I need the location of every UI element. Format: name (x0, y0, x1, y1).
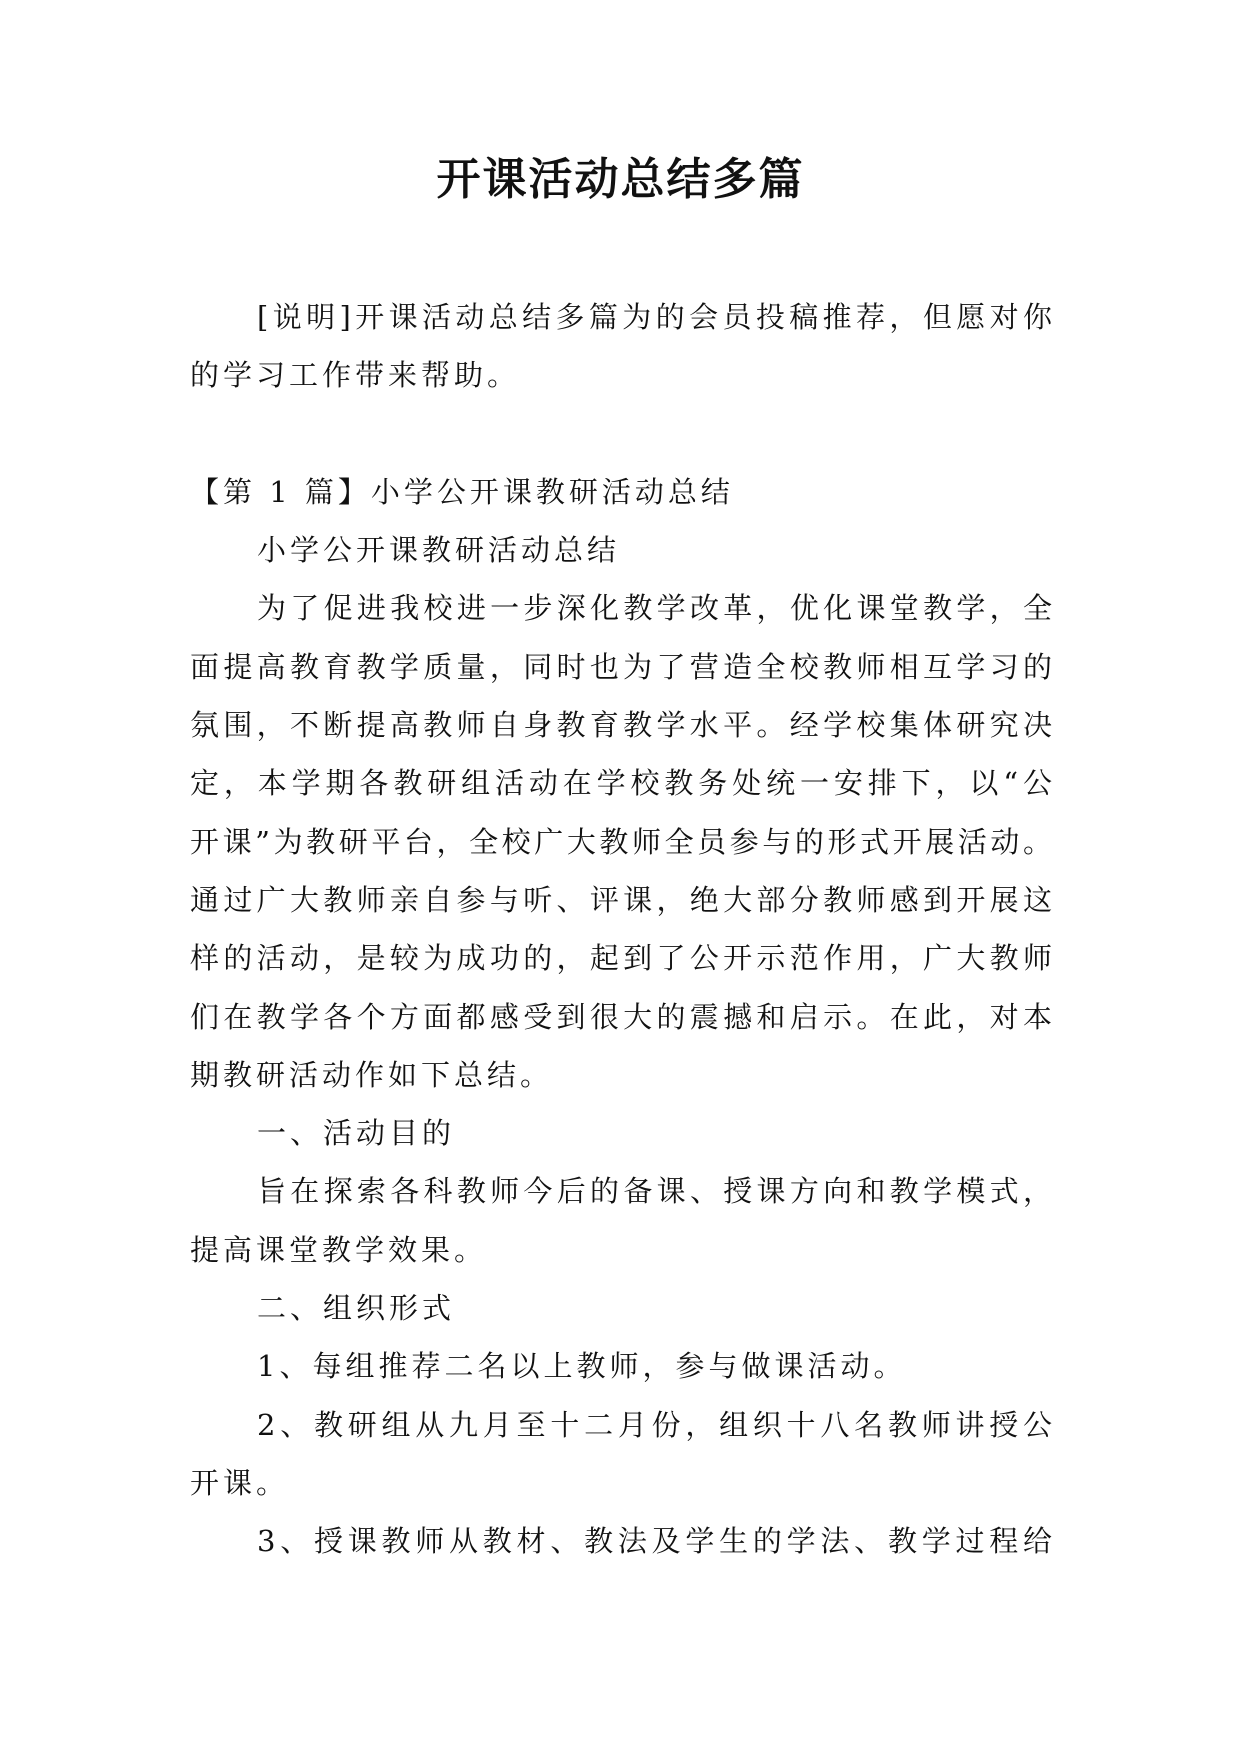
section-heading-format: 二、组织形式 (257, 1291, 456, 1326)
list-item (190, 1512, 1052, 1570)
intro-line: [说明]开课活动总结多篇为的会员投稿推荐，但愿对你 (257, 300, 1052, 334)
list-item-line: 开课。 (190, 1465, 290, 1500)
section-heading-purpose: 一、活动目的 (257, 1116, 456, 1151)
paragraph-line: 为了促进我校进一步深化教学改革，优化课堂教学，全 (257, 591, 1052, 626)
intro-paragraph (190, 288, 1052, 405)
paragraph-line: 旨在探索各科教师今后的备课、授课方向和教学模式， (257, 1174, 1052, 1209)
intro-line: 的学习工作带来帮助。 (190, 358, 521, 393)
section-heading: 【第 1 篇】小学公开课教研活动总结 (190, 474, 734, 509)
paragraph-line: 开课”为教研平台，全校广大教师全员参与的形式开展活动。 (190, 824, 1052, 859)
paragraph-2 (190, 1162, 1052, 1279)
document-title: 开课活动总结多篇 (436, 154, 805, 205)
paragraph-line: 氛围，不断提高教师自身教育教学水平。经学校集体研究决 (190, 708, 1052, 743)
article-title: 小学公开课教研活动总结 (257, 533, 621, 568)
paragraph-line: 面提高教育教学质量，同时也为了营造全校教师相互学习的 (190, 649, 1052, 684)
document-body (190, 288, 1052, 1571)
paragraph-line: 通过广大教师亲自参与听、评课，绝大部分教师感到开展这 (190, 882, 1052, 917)
list-item (190, 1396, 1052, 1513)
blank-line (190, 405, 1052, 463)
paragraph-1 (190, 579, 1052, 1104)
list-item (190, 1337, 1052, 1395)
list-item-line: 2、教研组从九月至十二月份，组织十八名教师讲授公 (257, 1407, 1052, 1442)
paragraph-line: 定，本学期各教研组活动在学校教务处统一安排下，以“公 (190, 766, 1052, 801)
list-item-line: 1、每组推荐二名以上教师，参与做课活动。 (257, 1349, 907, 1384)
paragraph-line: 们在教学各个方面都感受到很大的震撼和启示。在此，对本 (190, 999, 1052, 1034)
paragraph-line: 期教研活动作如下总结。 (190, 1057, 554, 1092)
paragraph-line: 样的活动，是较为成功的，起到了公开示范作用，广大教师 (190, 941, 1052, 976)
paragraph-line: 提高课堂教学效果。 (190, 1232, 488, 1267)
list-item-line: 3、授课教师从教材、教法及学生的学法、教学过程给 (257, 1524, 1052, 1559)
